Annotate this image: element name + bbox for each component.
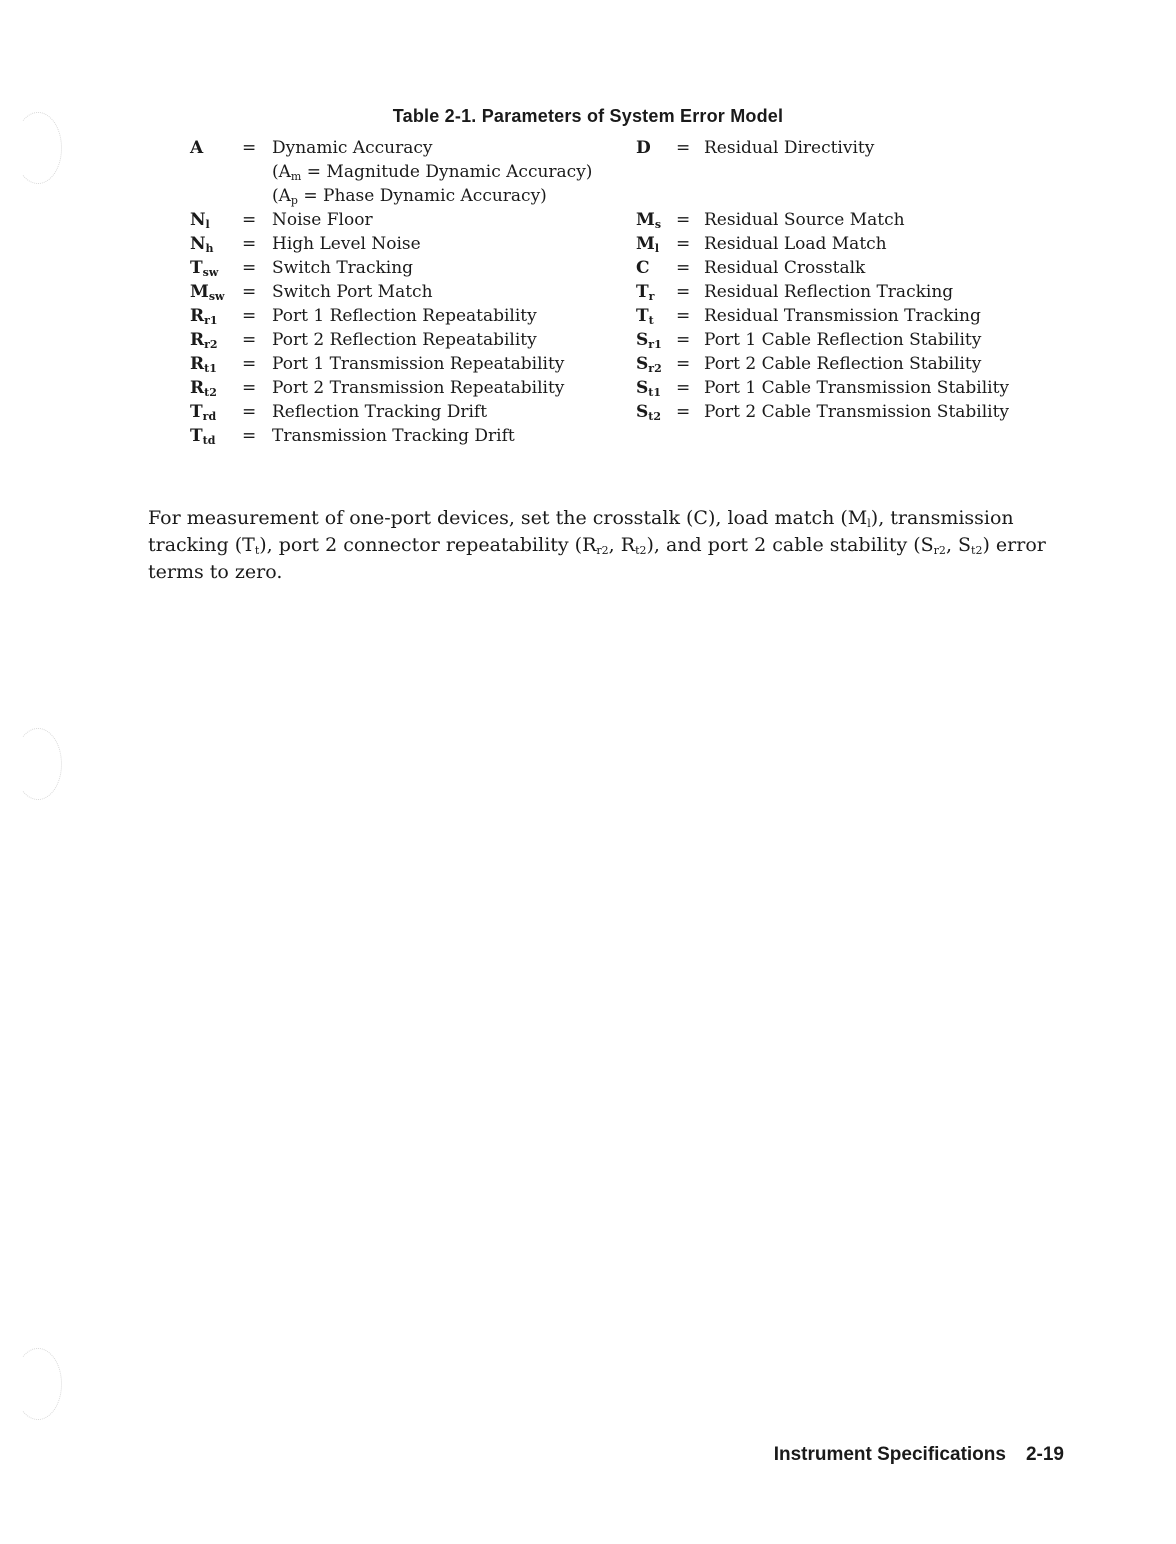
table-row [190,304,592,328]
table-row [190,424,592,448]
description: Dynamic Accuracy [272,138,433,158]
symbol: $T_t$ [636,306,654,327]
equals-sign: = [676,354,691,374]
table-row [190,256,592,280]
table-row [636,280,1009,304]
equals-sign: = [676,402,691,422]
symbol: $R_{r1}$ [190,306,218,327]
symbol: $T_{sw}$ [190,258,219,279]
equals-sign: = [242,354,257,374]
symbol: $T_r$ [636,282,655,303]
equals-sign: = [242,378,257,398]
page-number: 2-19 [1025,1444,1064,1465]
equals-sign: = [676,330,691,350]
equals-sign: = [676,138,691,158]
table-row [190,208,592,232]
table-row [190,280,592,304]
equals-sign: = [676,210,691,230]
symbol: $T_{td}$ [190,426,216,447]
description: Noise Floor [272,210,373,230]
table-row [636,376,1009,400]
description: Port 1 Reflection Repeatability [272,306,537,326]
equals-sign: = [676,378,691,398]
description: Port 1 Cable Reflection Stability [704,330,982,350]
symbol: $M_l$ [636,234,660,255]
table-right-column [636,136,1009,424]
table-row [190,352,592,376]
equals-sign: = [242,138,257,158]
description: Switch Tracking [272,258,414,278]
description: Port 2 Reflection Repeatability [272,330,537,350]
equals-sign: = [676,234,691,254]
description: Port 2 Cable Reflection Stability [704,354,982,374]
equals-sign: = [676,282,691,302]
table-row [636,304,1009,328]
symbol: D [636,138,651,158]
table-row [636,208,1009,232]
symbol: $N_l$ [190,210,210,231]
table-left-column [190,136,592,448]
description: Transmission Tracking Drift [272,426,515,446]
symbol: $R_{r2}$ [190,330,218,351]
symbol: $N_h$ [190,234,214,255]
page-footer [774,1444,1064,1466]
symbol: $M_s$ [636,210,662,231]
description: Switch Port Match [272,282,433,302]
description: Port 2 Cable Transmission Stability [704,402,1010,422]
symbol: $S_{r1}$ [636,330,662,351]
equals-sign: = [242,258,257,278]
table-row [636,232,1009,256]
symbol: A [190,138,204,158]
table-title: Table 2-1. Parameters of System Error Model [392,106,784,126]
symbol: $R_{t1}$ [190,354,217,375]
description: Reflection Tracking Drift [272,402,488,422]
table-row [190,328,592,352]
equals-sign: = [242,306,257,326]
description: Residual Reflection Tracking [704,282,954,302]
description: Residual Transmission Tracking [704,306,981,326]
equals-sign: = [676,306,691,326]
section-name: Instrument Specifications [773,1444,1006,1465]
symbol: $T_{rd}$ [190,402,217,423]
symbol: $S_{t1}$ [636,378,662,399]
table-row [636,352,1009,376]
equals-sign: = [242,282,257,302]
description: Port 2 Transmission Repeatability [272,378,565,398]
table-row [190,136,592,160]
row-spacer [636,160,1009,184]
description: Port 1 Cable Transmission Stability [704,378,1010,398]
symbol: $S_{r2}$ [636,354,662,375]
description: High Level Noise [272,234,421,254]
description: Residual Load Match [704,234,887,254]
table-row [190,376,592,400]
one-port-note-paragraph: For measurement of one-port devices, set the crosstalk (C), load match $(M_l)$, transmission tracking $(T_t)$, port 2 connector repeatability ($R_{r2}$, $R_{t2}$), and port 2 cable stability ($S_{r2}$, $S_{t2}$) error terms to zero. [148,507,1046,583]
equals-sign: = [242,402,257,422]
equals-sign: = [242,234,257,254]
table-row [190,400,592,424]
magnitude-dynamic-accuracy-note: ($A_m$ = Magnitude Dynamic Accuracy) [272,162,593,183]
symbol: $S_{t2}$ [636,402,662,423]
symbol: $R_{t2}$ [190,378,217,399]
description: Residual Directivity [704,138,875,158]
equals-sign: = [242,426,257,446]
description: Residual Crosstalk [704,258,866,278]
table-row [636,328,1009,352]
description: Port 1 Transmission Repeatability [272,354,565,374]
equals-sign: = [676,258,691,278]
description: Residual Source Match [704,210,905,230]
table-row [636,256,1009,280]
binder-hole-middle [14,728,62,800]
table-row [190,232,592,256]
equals-sign: = [242,330,257,350]
table-row [636,136,1009,160]
table-row [636,400,1009,424]
row-spacer [636,184,1009,208]
phase-dynamic-accuracy-note: ($A_p$ = Phase Dynamic Accuracy) [272,186,547,207]
symbol: C [636,258,650,278]
equals-sign: = [242,210,257,230]
binder-hole-bottom [14,1348,62,1420]
symbol: $M_{sw}$ [190,282,225,303]
